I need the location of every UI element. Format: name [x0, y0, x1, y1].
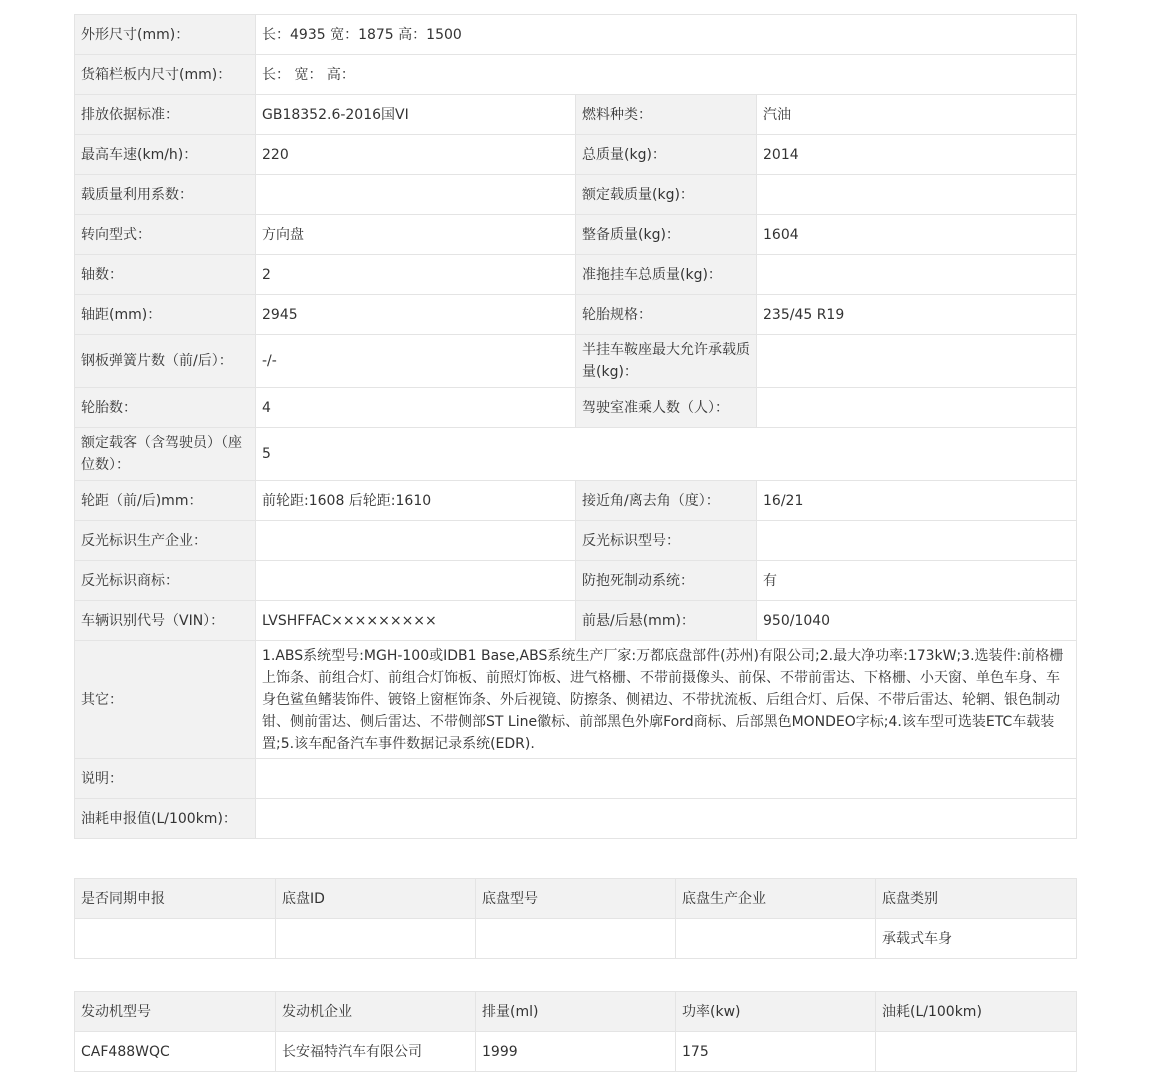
- spec-value: 2: [256, 255, 576, 295]
- spec-row: [75, 601, 1077, 641]
- spec-row: [75, 481, 1077, 521]
- table-cell: [476, 919, 676, 959]
- spec-row: [75, 388, 1077, 428]
- spec-label: 油耗申报值(L/100km)：: [75, 799, 256, 839]
- column-header: 发动机企业: [276, 992, 476, 1032]
- table-cell: 承载式车身: [876, 919, 1077, 959]
- spec-value: [757, 521, 1077, 561]
- spec-value: 220: [256, 135, 576, 175]
- spec-label: 轴距(mm)：: [75, 295, 256, 335]
- spec-value: 汽油: [757, 95, 1077, 135]
- spec-value: 235/45 R19: [757, 295, 1077, 335]
- table-cell: [276, 919, 476, 959]
- spec-label: 载质量利用系数：: [75, 175, 256, 215]
- column-header: 油耗(L/100km): [876, 992, 1077, 1032]
- column-header: 底盘ID: [276, 879, 476, 919]
- spec-row-other: [75, 641, 1077, 759]
- table-cell: 长安福特汽车有限公司: [276, 1032, 476, 1072]
- spec-label: 外形尺寸(mm)：: [75, 15, 256, 55]
- spec-value: [757, 175, 1077, 215]
- spec-row: [75, 521, 1077, 561]
- engine-table: [74, 991, 1077, 1072]
- spec-row: [75, 135, 1077, 175]
- spec-value: LVSHFFAC×××××××××: [256, 601, 576, 641]
- spec-label: 其它：: [75, 641, 256, 759]
- spec-label: 反光标识生产企业：: [75, 521, 256, 561]
- spec-label: 前悬/后悬(mm)：: [576, 601, 757, 641]
- spec-value: 2945: [256, 295, 576, 335]
- table-cell: 175: [676, 1032, 876, 1072]
- spec-value: -/-: [256, 335, 576, 388]
- spec-label: 总质量(kg)：: [576, 135, 757, 175]
- spec-label: 额定载客（含驾驶员）（座位数）：: [75, 428, 256, 481]
- spec-row: [75, 255, 1077, 295]
- spec-row: [75, 175, 1077, 215]
- spec-value: GB18352.6-2016国VI: [256, 95, 576, 135]
- spec-label: 半挂车鞍座最大允许承载质量(kg)：: [576, 335, 757, 388]
- table-cell: [676, 919, 876, 959]
- spec-label: 反光标识商标：: [75, 561, 256, 601]
- spec-row-seats: [75, 428, 1077, 481]
- spec-label: 驾驶室准乘人数（人）：: [576, 388, 757, 428]
- spec-value: [757, 335, 1077, 388]
- column-header: 是否同期申报: [75, 879, 276, 919]
- spec-value: [256, 799, 1077, 839]
- spec-value: [757, 255, 1077, 295]
- spec-value: 前轮距:1608 后轮距:1610: [256, 481, 576, 521]
- spec-label: 车辆识别代号（VIN）：: [75, 601, 256, 641]
- table-row: [75, 919, 1077, 959]
- spec-row: [75, 295, 1077, 335]
- spec-value: [256, 561, 576, 601]
- spec-label: 钢板弹簧片数（前/后）：: [75, 335, 256, 388]
- column-header: 排量(ml): [476, 992, 676, 1032]
- spec-value: [757, 388, 1077, 428]
- spec-value: 2014: [757, 135, 1077, 175]
- column-header: 底盘生产企业: [676, 879, 876, 919]
- spec-row: [75, 335, 1077, 388]
- spec-value: [256, 175, 576, 215]
- spec-label: 轮胎规格：: [576, 295, 757, 335]
- spec-value: 4: [256, 388, 576, 428]
- spec-value: 5: [256, 428, 1077, 481]
- spec-label: 反光标识型号：: [576, 521, 757, 561]
- spec-label: 最高车速(km/h)：: [75, 135, 256, 175]
- column-header: 发动机型号: [75, 992, 276, 1032]
- spec-label: 轴数：: [75, 255, 256, 295]
- vehicle-spec-table: [74, 14, 1077, 839]
- spec-label: 额定载质量(kg)：: [576, 175, 757, 215]
- spec-value: 长： 宽： 高：: [256, 55, 1077, 95]
- table-cell: CAF488WQC: [75, 1032, 276, 1072]
- spec-row: [75, 561, 1077, 601]
- spec-label: 转向型式：: [75, 215, 256, 255]
- spec-label: 说明：: [75, 759, 256, 799]
- spec-row: [75, 215, 1077, 255]
- spec-value: 16/21: [757, 481, 1077, 521]
- spec-value: [256, 759, 1077, 799]
- spec-label: 轮胎数：: [75, 388, 256, 428]
- spec-label: 接近角/离去角（度）：: [576, 481, 757, 521]
- spec-label: 排放依据标准：: [75, 95, 256, 135]
- table-header-row: [75, 992, 1077, 1032]
- column-header: 底盘类别: [876, 879, 1077, 919]
- spec-row: [75, 95, 1077, 135]
- spec-label: 防抱死制动系统：: [576, 561, 757, 601]
- spec-label: 货箱栏板内尺寸(mm)：: [75, 55, 256, 95]
- spec-value: [256, 521, 576, 561]
- table-header-row: [75, 879, 1077, 919]
- spec-row-dimensions: [75, 15, 1077, 55]
- spec-row-cargo-box: [75, 55, 1077, 95]
- table-cell: [876, 1032, 1077, 1072]
- spec-value: 1604: [757, 215, 1077, 255]
- spec-value: 方向盘: [256, 215, 576, 255]
- column-header: 底盘型号: [476, 879, 676, 919]
- spec-value: 1.ABS系统型号:MGH-100或IDB1 Base,ABS系统生产厂家:万都底盘部件(苏州)有限公司;2.最大净功率:173kW;3.选装件:前格栅上饰条、前组合灯、前组合灯饰板、前照灯饰板、进气格栅、不带前摄像头、前保、不带前雷达、下格栅、小天窗、单色车身、车身色鲨鱼鳍装饰件、镀铬上窗框饰条、外后视镜、防擦条、侧裙边、不带扰流板、后组合灯、后保、不带后雷达、轮辋、银色制动钳、侧前雷达、侧后雷达、不带侧部ST Line徽标、前部黑色外廓Ford商标、后部黑色MONDEO字标;4.该车型可选装ETC车载装置;5.该车配备汽车事件数据记录系统(EDR).: [256, 641, 1077, 759]
- spec-label: 整备质量(kg)：: [576, 215, 757, 255]
- table-cell: 1999: [476, 1032, 676, 1072]
- chassis-table: [74, 878, 1077, 959]
- table-row: [75, 1032, 1077, 1072]
- spec-value: 950/1040: [757, 601, 1077, 641]
- spec-label: 燃料种类：: [576, 95, 757, 135]
- spec-row-note: [75, 759, 1077, 799]
- column-header: 功率(kw): [676, 992, 876, 1032]
- table-cell: [75, 919, 276, 959]
- spec-label: 准拖挂车总质量(kg)：: [576, 255, 757, 295]
- spec-value: 有: [757, 561, 1077, 601]
- spec-value: 长：4935 宽：1875 高：1500: [256, 15, 1077, 55]
- spec-row-fuel: [75, 799, 1077, 839]
- spec-label: 轮距（前/后)mm：: [75, 481, 256, 521]
